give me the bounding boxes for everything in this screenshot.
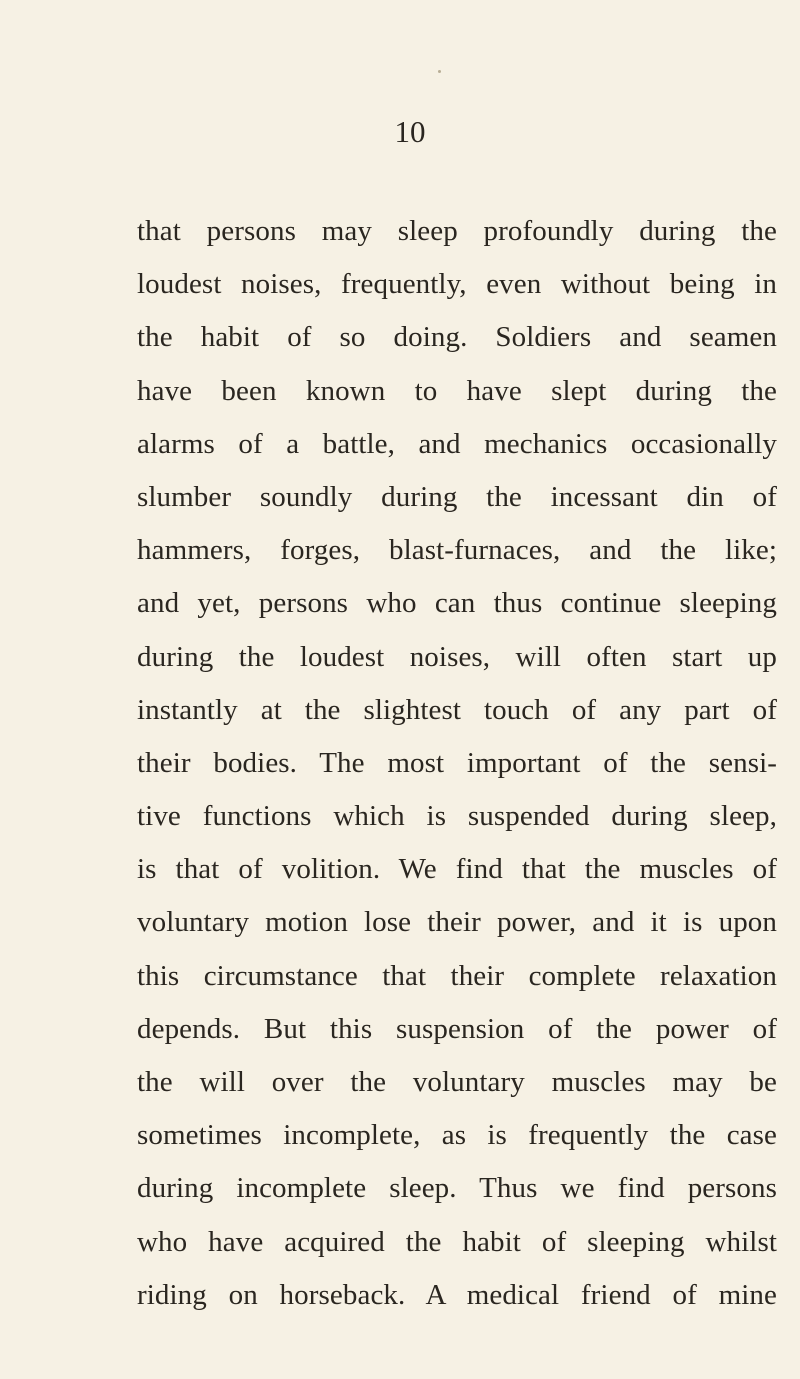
text-line: alarms of a battle, and mechanics occasionally bbox=[137, 427, 777, 460]
text-line: loudest noises, frequently, even without being in bbox=[137, 268, 777, 301]
text-line: is that of volition. We find that the muscles of bbox=[137, 853, 777, 886]
text-line: during incomplete sleep. Thus we find persons bbox=[137, 1172, 777, 1205]
text-line: that persons may sleep profoundly during the bbox=[137, 215, 777, 247]
text-line: their bodies. The most important of the sensi- bbox=[137, 746, 777, 779]
text-line: tive functions which is suspended during sleep, bbox=[137, 800, 777, 833]
body-text bbox=[137, 205, 777, 1322]
text-line: the will over the voluntary muscles may be bbox=[137, 1066, 777, 1098]
paper-speck bbox=[438, 70, 441, 73]
text-line: who have acquired the habit of sleeping whilst bbox=[137, 1225, 777, 1258]
text-line: the habit of so doing. Soldiers and seamen bbox=[137, 321, 777, 354]
text-line: during the loudest noises, will often start up bbox=[137, 640, 777, 673]
text-line: hammers, forges, blast-furnaces, and the like; bbox=[137, 534, 777, 567]
text-line: sometimes incomplete, as is frequently the case bbox=[137, 1119, 777, 1152]
text-line: riding on horseback. A medical friend of mine bbox=[137, 1278, 777, 1311]
page-number: 10 bbox=[394, 114, 426, 149]
text-line: instantly at the slightest touch of any part of bbox=[137, 693, 777, 726]
text-line: this circumstance that their complete relaxation bbox=[137, 959, 777, 992]
text-line: and yet, persons who can thus continue sleeping bbox=[137, 587, 777, 620]
text-line: have been known to have slept during the bbox=[137, 374, 777, 407]
text-line: slumber soundly during the incessant din of bbox=[137, 480, 777, 513]
text-line: depends. But this suspension of the power of bbox=[137, 1012, 777, 1045]
text-line: voluntary motion lose their power, and it is upon bbox=[137, 906, 777, 939]
